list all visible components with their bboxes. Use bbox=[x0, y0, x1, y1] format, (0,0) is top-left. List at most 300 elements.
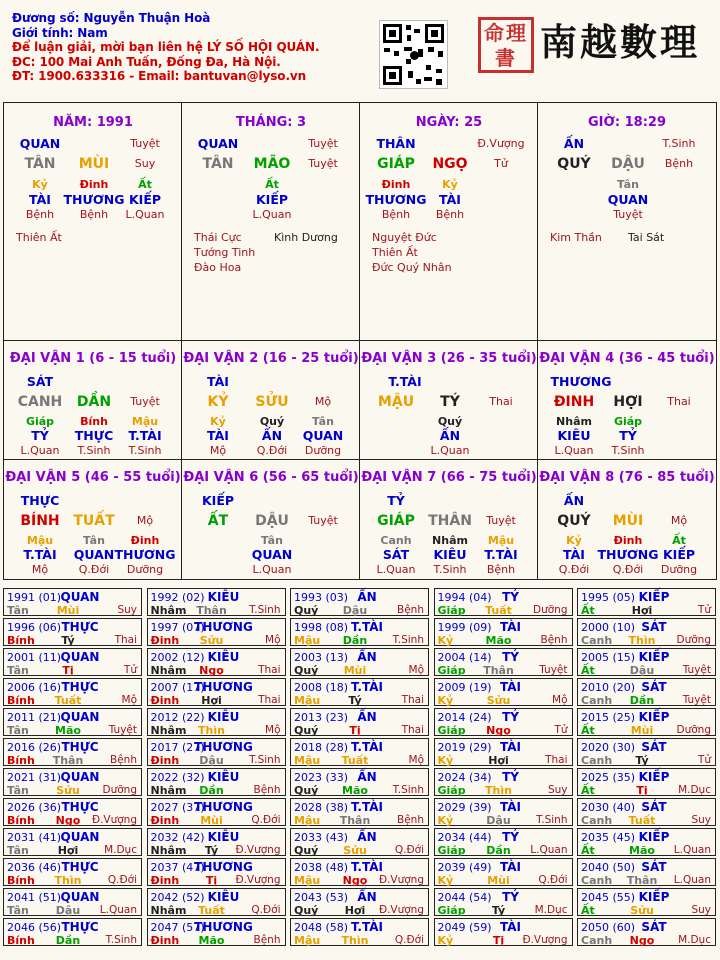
year-label: 2035 (45) bbox=[581, 831, 636, 844]
heavenly-phase: Đ.Vượng bbox=[477, 137, 525, 150]
year-cell[interactable] bbox=[577, 588, 716, 616]
dai-van-star: ẤN bbox=[563, 493, 585, 508]
year-stem: Kỷ bbox=[437, 934, 454, 947]
hidden-star: THƯƠNG bbox=[365, 192, 427, 207]
hidden-phase: Bệnh bbox=[25, 208, 55, 221]
year-label: 2032 (42) bbox=[150, 831, 205, 844]
year-label: 2002 (12) bbox=[150, 651, 205, 664]
year-star: THƯƠNG bbox=[194, 680, 253, 694]
year-stem: Ất bbox=[581, 904, 595, 917]
hidden-stem: Kỷ bbox=[32, 178, 48, 191]
year-phase: Thai bbox=[258, 694, 281, 706]
year-cell[interactable] bbox=[434, 678, 573, 706]
year-label: 1995 (05) bbox=[581, 591, 636, 604]
dai-van-title: ĐẠI VẬN 5 (46 - 55 tuổi) bbox=[5, 470, 181, 485]
year-phase: Đ.Vượng bbox=[378, 904, 424, 916]
year-star: SÁT bbox=[641, 680, 667, 694]
year-branch: Tị bbox=[492, 934, 505, 947]
year-phase: Tuyệt bbox=[682, 664, 711, 676]
year-stem: Canh bbox=[581, 754, 613, 767]
year-phase: T.Sinh bbox=[392, 784, 424, 796]
year-cell[interactable] bbox=[434, 918, 573, 946]
hidden-star: KIẾP bbox=[128, 192, 162, 207]
year-phase: M.Dục bbox=[678, 784, 711, 796]
year-cell[interactable] bbox=[147, 648, 286, 676]
dai-van-7 bbox=[360, 460, 538, 578]
year-cell[interactable] bbox=[3, 918, 142, 946]
year-stem: Đinh bbox=[150, 634, 180, 647]
year-cell[interactable] bbox=[3, 828, 142, 856]
year-star: TÀI bbox=[499, 740, 522, 754]
year-label: 2042 (52) bbox=[150, 891, 205, 904]
year-star: THƯƠNG bbox=[194, 740, 253, 754]
year-star: SÁT bbox=[641, 800, 667, 814]
year-label: 2044 (54) bbox=[437, 891, 492, 904]
pillar-title: GIỜ: 18:29 bbox=[588, 115, 666, 130]
year-branch: Tuất bbox=[54, 694, 82, 707]
year-cell[interactable] bbox=[577, 708, 716, 736]
year-cell[interactable] bbox=[577, 648, 716, 676]
year-phase: Q.Đới bbox=[251, 904, 281, 916]
year-cell[interactable] bbox=[3, 678, 142, 706]
year-cell[interactable] bbox=[577, 858, 716, 886]
year-label: 1992 (02) bbox=[150, 591, 205, 604]
year-label: 2039 (49) bbox=[437, 861, 492, 874]
dai-van-2 bbox=[182, 341, 360, 459]
year-stem: Tân bbox=[7, 904, 29, 917]
hidden-stem: Mậu bbox=[487, 534, 515, 547]
dai-van-branch: DẬU bbox=[255, 513, 289, 529]
year-star: KIẾP bbox=[638, 650, 670, 664]
year-cell[interactable] bbox=[3, 858, 142, 886]
year-label: 2028 (38) bbox=[294, 801, 349, 814]
year-star: SÁT bbox=[641, 740, 667, 754]
year-cell[interactable] bbox=[3, 588, 142, 616]
year-star: KIÊU bbox=[207, 770, 240, 784]
heavenly-phase: Tuyệt bbox=[308, 137, 338, 150]
year-star: TÀI bbox=[499, 860, 522, 874]
year-branch: Tị bbox=[636, 784, 648, 797]
year-phase: Mộ bbox=[552, 694, 568, 706]
year-cell[interactable] bbox=[577, 798, 716, 826]
year-phase: L.Quan bbox=[673, 874, 711, 886]
year-label: 2006 (16) bbox=[7, 681, 62, 694]
year-stem: Giáp bbox=[437, 784, 466, 797]
dai-van-phase: Mộ bbox=[314, 395, 332, 408]
year-phase: Dưỡng bbox=[102, 784, 137, 796]
dai-van-title: ĐẠI VẬN 1 (6 - 15 tuổi) bbox=[9, 351, 177, 366]
dai-van-phase: Tuyệt bbox=[308, 514, 338, 527]
qr-code-icon[interactable] bbox=[379, 20, 448, 89]
year-label: 1993 (03) bbox=[294, 591, 349, 604]
year-cell[interactable] bbox=[577, 618, 716, 646]
year-stem: Quý bbox=[294, 844, 319, 857]
year-cell[interactable] bbox=[290, 798, 429, 826]
year-label: 2017 (27) bbox=[150, 741, 205, 754]
year-branch: Hợi bbox=[201, 694, 222, 707]
year-star: TÀI bbox=[499, 620, 522, 634]
year-stem: Canh bbox=[581, 934, 613, 947]
year-cell[interactable] bbox=[434, 888, 573, 916]
year-label: 1997 (07) bbox=[150, 621, 205, 634]
year-branch: Dần bbox=[199, 784, 224, 797]
year-stem: Nhâm bbox=[150, 844, 187, 857]
year-stem: Bính bbox=[7, 754, 35, 767]
year-branch: Sửu bbox=[343, 844, 367, 857]
year-cell[interactable] bbox=[147, 768, 286, 796]
year-phase: Đ.Vượng bbox=[235, 874, 281, 886]
year-phase: L.Quan bbox=[99, 904, 137, 916]
year-branch: Tý bbox=[61, 634, 75, 647]
year-cell[interactable] bbox=[147, 798, 286, 826]
dai-van-star: TÀI bbox=[207, 374, 229, 389]
dai-van-stem: ẤT bbox=[207, 513, 229, 529]
red-seal-stamp: 命理 書 bbox=[478, 17, 534, 73]
year-branch: Sửu bbox=[56, 784, 80, 797]
dai-van-stem: GIÁP bbox=[377, 513, 415, 529]
year-cell[interactable] bbox=[434, 708, 573, 736]
hidden-stem: Giáp bbox=[25, 415, 55, 428]
year-cell[interactable] bbox=[3, 618, 142, 646]
year-star: ẤN bbox=[357, 650, 377, 664]
year-cell[interactable] bbox=[577, 888, 716, 916]
year-phase: Thai bbox=[401, 694, 424, 706]
year-cell[interactable] bbox=[3, 738, 142, 766]
brand-logo: 南越數理 bbox=[540, 20, 700, 64]
dai-van-phase: Tuyệt bbox=[130, 395, 160, 408]
year-cell[interactable] bbox=[290, 588, 429, 616]
hidden-star: KIẾP bbox=[662, 547, 696, 562]
year-star: KIÊU bbox=[207, 650, 240, 664]
year-label: 2049 (59) bbox=[437, 921, 492, 934]
year-phase: T.Sinh bbox=[249, 604, 281, 616]
year-stem: Bính bbox=[7, 874, 35, 887]
year-label: 2037 (47) bbox=[150, 861, 205, 874]
year-stem: Nhâm bbox=[150, 604, 187, 617]
hidden-stem: Canh bbox=[380, 534, 412, 547]
hidden-stem: Mậu bbox=[26, 534, 54, 547]
year-phase: Mộ bbox=[265, 634, 281, 646]
hidden-phase: Q.Đới bbox=[612, 563, 644, 576]
heavenly-stem: QUÝ bbox=[557, 156, 591, 172]
year-cell[interactable] bbox=[577, 828, 716, 856]
year-cell[interactable] bbox=[147, 678, 286, 706]
year-cell[interactable] bbox=[290, 678, 429, 706]
year-phase: Q.Đới bbox=[394, 844, 424, 856]
hidden-phase: Q.Đới bbox=[558, 563, 590, 576]
dai-van-branch: DẦN bbox=[76, 394, 112, 410]
year-branch: Ngọ bbox=[629, 934, 655, 947]
year-phase: Suy bbox=[117, 604, 137, 616]
year-phase: Tuyệt bbox=[108, 724, 137, 736]
year-cell[interactable] bbox=[147, 588, 286, 616]
hidden-star: T.TÀI bbox=[484, 547, 518, 562]
year-label: 2001 (11) bbox=[7, 651, 62, 664]
year-phase: Thai bbox=[114, 634, 137, 646]
year-star: TỶ bbox=[502, 890, 519, 904]
year-branch: Hợi bbox=[57, 844, 79, 857]
owner-name: Đương số: Nguyễn Thuận Hoà bbox=[12, 11, 211, 25]
hidden-stem: Ất bbox=[265, 178, 279, 191]
year-label: 2043 (53) bbox=[294, 891, 349, 904]
year-branch: Thìn bbox=[485, 784, 512, 797]
hidden-phase: Bệnh bbox=[486, 563, 516, 576]
year-stem: Nhâm bbox=[150, 784, 187, 797]
year-cell[interactable] bbox=[147, 918, 286, 946]
branch-phase: Suy bbox=[134, 157, 156, 170]
year-branch: Dậu bbox=[55, 904, 81, 917]
year-branch: Dậu bbox=[199, 754, 224, 767]
year-cell[interactable] bbox=[290, 888, 429, 916]
year-label: 1991 (01) bbox=[7, 591, 62, 604]
year-cell[interactable] bbox=[290, 768, 429, 796]
year-star: T.TÀI bbox=[351, 740, 383, 754]
dai-van-branch: SỬU bbox=[255, 394, 289, 410]
year-star: THỰC bbox=[61, 620, 99, 634]
year-cell[interactable] bbox=[3, 708, 142, 736]
dai-van-stem: KỶ bbox=[207, 394, 229, 410]
year-branch: Hợi bbox=[488, 754, 509, 767]
year-phase: Thai bbox=[401, 724, 424, 736]
year-stem: Giáp bbox=[437, 604, 466, 617]
year-label: 2030 (40) bbox=[581, 801, 636, 814]
year-label: 2005 (15) bbox=[581, 651, 636, 664]
year-star: QUAN bbox=[60, 650, 100, 664]
year-cell[interactable] bbox=[577, 768, 716, 796]
year-label: 2010 (20) bbox=[581, 681, 636, 694]
hidden-star: THƯƠNG bbox=[597, 547, 659, 562]
year-branch: Dần bbox=[486, 844, 511, 857]
hidden-stem: Quý bbox=[437, 415, 463, 428]
dai-van-stem: QUÝ bbox=[557, 513, 591, 529]
year-phase: Mộ bbox=[121, 694, 137, 706]
year-star: TỶ bbox=[502, 770, 519, 784]
year-branch: Thân bbox=[52, 754, 84, 767]
year-stem: Tân bbox=[7, 604, 29, 617]
year-branch: Tuất bbox=[341, 754, 369, 767]
year-phase: Bệnh bbox=[253, 934, 281, 946]
gender: Giới tính: Nam bbox=[12, 25, 108, 40]
earthly-branch: MÃO bbox=[253, 156, 291, 172]
year-cell[interactable] bbox=[434, 738, 573, 766]
dai-van-stem: BÍNH bbox=[20, 513, 60, 529]
hidden-phase: L.Quan bbox=[125, 208, 165, 221]
year-cell[interactable] bbox=[577, 678, 716, 706]
year-cell[interactable] bbox=[290, 708, 429, 736]
year-stem: Tân bbox=[7, 844, 29, 857]
hidden-phase: Mộ bbox=[209, 444, 227, 457]
year-phase: Bệnh bbox=[253, 784, 281, 796]
year-star: ẤN bbox=[357, 590, 377, 604]
hidden-phase: Dưỡng bbox=[304, 444, 342, 457]
hidden-stem: Tân bbox=[261, 534, 283, 547]
year-phase: Mộ bbox=[265, 724, 281, 736]
year-phase: Thai bbox=[545, 754, 568, 766]
dai-van-star: T.TÀI bbox=[388, 374, 422, 389]
year-branch: Tuất bbox=[485, 604, 512, 617]
year-branch: Thìn bbox=[198, 724, 225, 737]
year-stem: Đinh bbox=[150, 754, 180, 767]
year-cell[interactable] bbox=[290, 858, 429, 886]
year-phase: T.Sinh bbox=[105, 934, 137, 946]
year-label: 2041 (51) bbox=[7, 891, 62, 904]
year-branch: Dậu bbox=[486, 814, 511, 827]
year-phase: Q.Đới bbox=[107, 874, 137, 886]
year-branch: Ngọ bbox=[486, 724, 511, 737]
year-cell[interactable] bbox=[3, 798, 142, 826]
year-stem: Tân bbox=[7, 664, 29, 677]
year-cell[interactable] bbox=[577, 738, 716, 766]
year-cell[interactable] bbox=[3, 888, 142, 916]
year-star: SÁT bbox=[641, 620, 667, 634]
year-stem: Canh bbox=[581, 814, 613, 827]
hidden-phase: L.Quan bbox=[20, 444, 60, 457]
year-label: 2008 (18) bbox=[294, 681, 349, 694]
year-label: 2046 (56) bbox=[7, 921, 62, 934]
year-branch: Dần bbox=[342, 634, 368, 647]
hidden-stem: Đinh bbox=[130, 534, 160, 547]
year-branch: Tuất bbox=[198, 904, 225, 917]
earthly-branch: MÙI bbox=[78, 156, 110, 172]
year-label: 2007 (17) bbox=[150, 681, 205, 694]
year-cell[interactable] bbox=[434, 618, 573, 646]
year-cell[interactable] bbox=[3, 768, 142, 796]
hidden-star: QUAN bbox=[302, 428, 344, 443]
year-phase: Thai bbox=[258, 664, 281, 676]
year-phase: Mộ bbox=[408, 754, 424, 766]
year-label: 2040 (50) bbox=[581, 861, 636, 874]
earthly-branch: DẬU bbox=[611, 156, 645, 172]
year-star: ẤN bbox=[357, 710, 377, 724]
year-cell[interactable] bbox=[434, 798, 573, 826]
year-branch: Tị bbox=[62, 664, 74, 677]
year-cell[interactable] bbox=[290, 618, 429, 646]
hidden-phase: Mộ bbox=[31, 563, 49, 576]
year-cell[interactable] bbox=[290, 918, 429, 946]
year-cell[interactable] bbox=[147, 858, 286, 886]
dai-van-stem: MẬU bbox=[377, 394, 415, 410]
dai-van-phase: Thai bbox=[489, 395, 513, 408]
dai-van-stem: CANH bbox=[17, 394, 63, 410]
year-label: 2031 (41) bbox=[7, 831, 62, 844]
year-cell[interactable] bbox=[147, 828, 286, 856]
year-branch: Mùi bbox=[343, 664, 367, 677]
year-star: TỶ bbox=[502, 710, 519, 724]
hidden-phase: T.Sinh bbox=[128, 444, 162, 457]
year-phase: Tuyệt bbox=[539, 664, 568, 676]
year-branch: Ngọ bbox=[199, 664, 224, 677]
year-branch: Thìn bbox=[341, 934, 369, 947]
year-cell[interactable] bbox=[147, 738, 286, 766]
hidden-star: TỶ bbox=[619, 428, 637, 443]
year-phase: Suy bbox=[691, 814, 711, 826]
year-cell[interactable] bbox=[434, 588, 573, 616]
year-cell[interactable] bbox=[147, 618, 286, 646]
year-stem: Bính bbox=[7, 814, 35, 827]
year-stem: Đinh bbox=[150, 934, 180, 947]
dai-van-8 bbox=[538, 460, 716, 578]
year-label: 2047 (57) bbox=[150, 921, 205, 934]
heavenly-stem: TÂN bbox=[24, 156, 56, 172]
year-branch: Dần bbox=[629, 694, 655, 707]
year-label: 2045 (55) bbox=[581, 891, 636, 904]
year-phase: Tử bbox=[697, 754, 711, 766]
year-stem: Mậu bbox=[294, 934, 321, 947]
hidden-star: TÀI bbox=[563, 547, 585, 562]
hidden-star: THỰC bbox=[74, 428, 114, 443]
year-stem: Quý bbox=[294, 604, 319, 617]
hidden-stem: Tân bbox=[312, 415, 334, 428]
year-star: THƯƠNG bbox=[194, 620, 253, 634]
year-phase: Đ.Vượng bbox=[378, 874, 424, 886]
year-cell[interactable] bbox=[290, 738, 429, 766]
hidden-star: ẤN bbox=[261, 428, 283, 443]
year-star: T.TÀI bbox=[351, 800, 383, 814]
contact-invite: Để luận giải, mời bạn liên hệ LÝ SỐ HỘI QUÁN. bbox=[12, 40, 320, 54]
year-star: TÀI bbox=[499, 920, 522, 934]
year-star: KIẾP bbox=[638, 590, 670, 604]
year-stem: Kỷ bbox=[437, 694, 454, 707]
year-star: THỰC bbox=[61, 860, 99, 874]
year-branch: Mão bbox=[198, 934, 225, 947]
year-cell[interactable] bbox=[434, 858, 573, 886]
special-star: Đức Quý Nhân bbox=[372, 261, 452, 274]
pillar-title: NGÀY: 25 bbox=[415, 115, 483, 130]
year-phase: T.Sinh bbox=[249, 754, 281, 766]
year-cell[interactable] bbox=[290, 828, 429, 856]
special-star: Tướng Tinh bbox=[194, 246, 256, 259]
year-star: KIÊU bbox=[207, 890, 240, 904]
dai-van-title: ĐẠI VẬN 7 (66 - 75 tuổi) bbox=[361, 470, 537, 485]
year-cell[interactable] bbox=[434, 828, 573, 856]
year-phase: Dưỡng bbox=[533, 604, 568, 616]
hidden-phase: L.Quan bbox=[252, 208, 292, 221]
year-branch: Dậu bbox=[629, 664, 655, 677]
year-cell[interactable] bbox=[434, 768, 573, 796]
special-star: Kình Dương bbox=[274, 231, 338, 244]
year-label: 2026 (36) bbox=[7, 801, 62, 814]
year-phase: Tuyệt bbox=[682, 694, 711, 706]
heavenly-stem: GIÁP bbox=[377, 156, 415, 172]
year-label: 2033 (43) bbox=[294, 831, 349, 844]
year-stem: Giáp bbox=[437, 844, 466, 857]
hidden-phase: Q.Đới bbox=[256, 444, 288, 457]
heavenly-phase: T.Sinh bbox=[662, 137, 696, 150]
year-cell[interactable] bbox=[290, 648, 429, 676]
year-star: T.TÀI bbox=[351, 680, 383, 694]
hidden-stem: Quý bbox=[259, 415, 285, 428]
year-cell[interactable] bbox=[577, 918, 716, 946]
year-stem: Canh bbox=[581, 874, 613, 887]
hidden-stem: Ất bbox=[138, 178, 152, 191]
year-cell[interactable] bbox=[147, 708, 286, 736]
year-stem: Canh bbox=[581, 634, 613, 647]
hidden-phase: Bệnh bbox=[381, 208, 411, 221]
hidden-star: ẤN bbox=[439, 428, 461, 443]
year-star: QUAN bbox=[60, 890, 100, 904]
year-cell[interactable] bbox=[434, 648, 573, 676]
year-branch: Mùi bbox=[200, 814, 223, 827]
phone-email[interactable]: ĐT: 1900.633316 - Email: bantuvan@lyso.vn bbox=[12, 69, 307, 83]
year-stem: Tân bbox=[7, 724, 29, 737]
year-phase: Bệnh bbox=[397, 814, 424, 826]
year-phase: Q.Đới bbox=[538, 874, 568, 886]
year-cell[interactable] bbox=[147, 888, 286, 916]
hidden-stem: Tân bbox=[83, 534, 105, 547]
year-cell[interactable] bbox=[3, 648, 142, 676]
year-stem: Tân bbox=[7, 784, 29, 797]
year-phase: Dưỡng bbox=[676, 724, 711, 736]
